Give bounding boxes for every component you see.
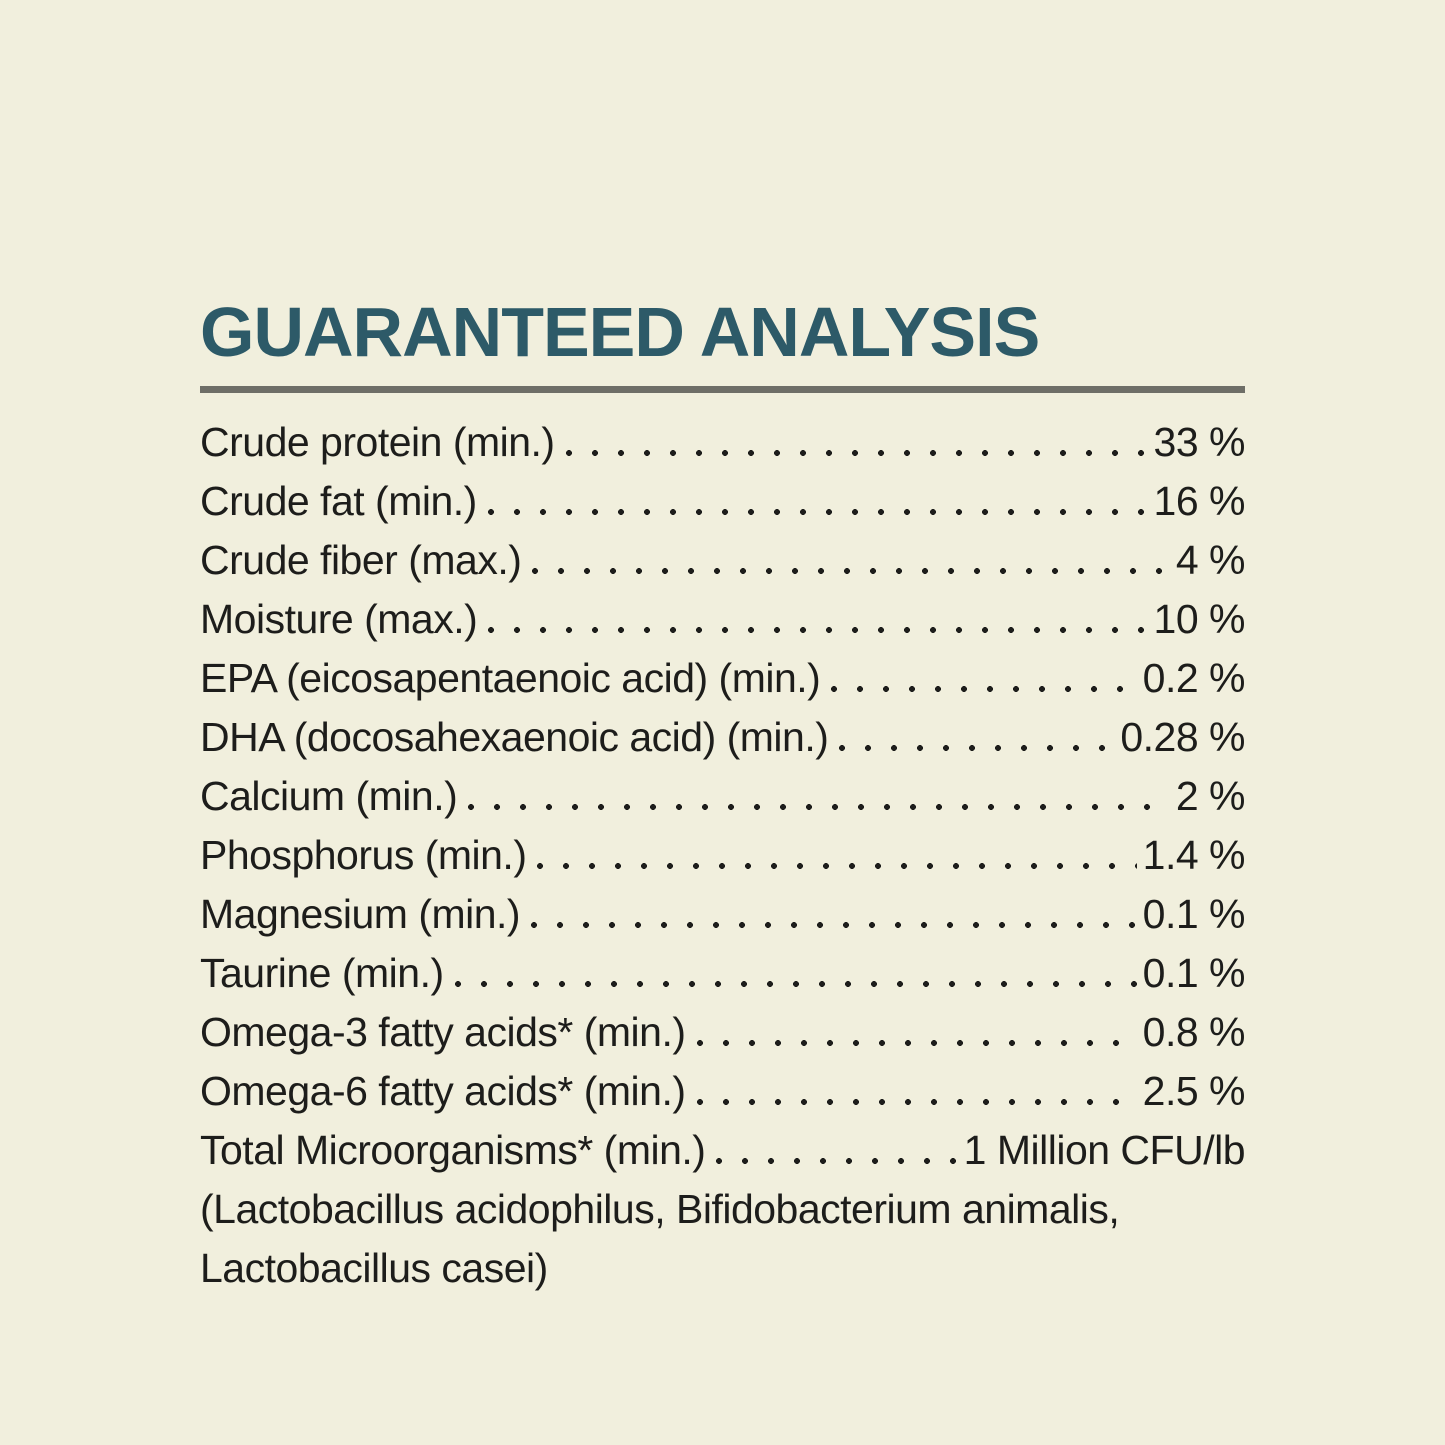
nutrient-label: Moisture (max.) [200,596,478,642]
dot-leader [838,708,1114,767]
analysis-row [200,531,1245,590]
analysis-row [200,1062,1245,1121]
nutrient-value: 33 % [1153,419,1245,465]
nutrient-value: 1.4 % [1142,832,1245,878]
nutrient-value: 4 % [1175,537,1245,583]
microorganisms-footnote-line-2: Lactobacillus casei) [200,1245,548,1291]
guaranteed-analysis-panel [200,293,1245,1298]
nutrient-value: 0.28 % [1120,714,1245,760]
analysis-row [200,649,1245,708]
dot-leader [454,944,1137,1003]
analysis-row [200,413,1245,472]
nutrient-value: 0.8 % [1142,1009,1245,1055]
nutrient-label: Phosphorus (min.) [200,832,527,878]
nutrient-label: Omega-3 fatty acids* (min.) [200,1009,686,1055]
nutrient-label: Omega-6 fatty acids* (min.) [200,1068,686,1114]
dot-leader [715,1121,957,1180]
analysis-row [200,826,1245,885]
dot-leader [696,1003,1137,1062]
nutrient-value: 0.1 % [1142,891,1245,937]
analysis-row [200,1003,1245,1062]
nutrient-label: EPA (eicosapentaenoic acid) (min.) [200,655,821,701]
dot-leader [530,885,1137,944]
nutrient-label: Magnesium (min.) [200,891,521,937]
nutrient-value: 0.1 % [1142,950,1245,996]
nutrient-value: 10 % [1153,596,1245,642]
analysis-row [200,885,1245,944]
dot-leader [531,531,1169,590]
nutrient-value: 0.2 % [1142,655,1245,701]
title-divider-rule [200,386,1245,393]
nutrient-label: Total Microorganisms* (min.) [200,1127,706,1173]
analysis-row [200,708,1245,767]
analysis-row [200,944,1245,1003]
dot-leader [487,472,1148,531]
nutrient-value: 1 Million CFU/lb [963,1127,1245,1173]
dot-leader [487,590,1147,649]
analysis-row [200,1121,1245,1180]
dot-leader [565,413,1148,472]
analysis-row [200,767,1245,826]
nutrient-label: Crude fat (min.) [200,478,477,524]
dot-leader [467,767,1170,826]
nutrient-label: DHA (docosahexaenoic acid) (min.) [200,714,829,760]
dot-leader [696,1062,1137,1121]
microorganisms-footnote-line-1: (Lactobacillus acidophilus, Bifidobacterium animalis, [200,1186,1120,1232]
nutrient-label: Calcium (min.) [200,773,458,819]
dot-leader [830,649,1136,708]
analysis-row [200,472,1245,531]
nutrient-label: Crude protein (min.) [200,419,555,465]
nutrient-label: Crude fiber (max.) [200,537,522,583]
nutrient-value: 16 % [1153,478,1245,524]
dot-leader [536,826,1136,885]
analysis-row [200,590,1245,649]
nutrient-value: 2.5 % [1142,1068,1245,1114]
analysis-rows [200,413,1245,1180]
nutrient-label: Taurine (min.) [200,950,444,996]
nutrient-value: 2 % [1175,773,1245,819]
panel-title: GUARANTEED ANALYSIS [200,293,1040,371]
